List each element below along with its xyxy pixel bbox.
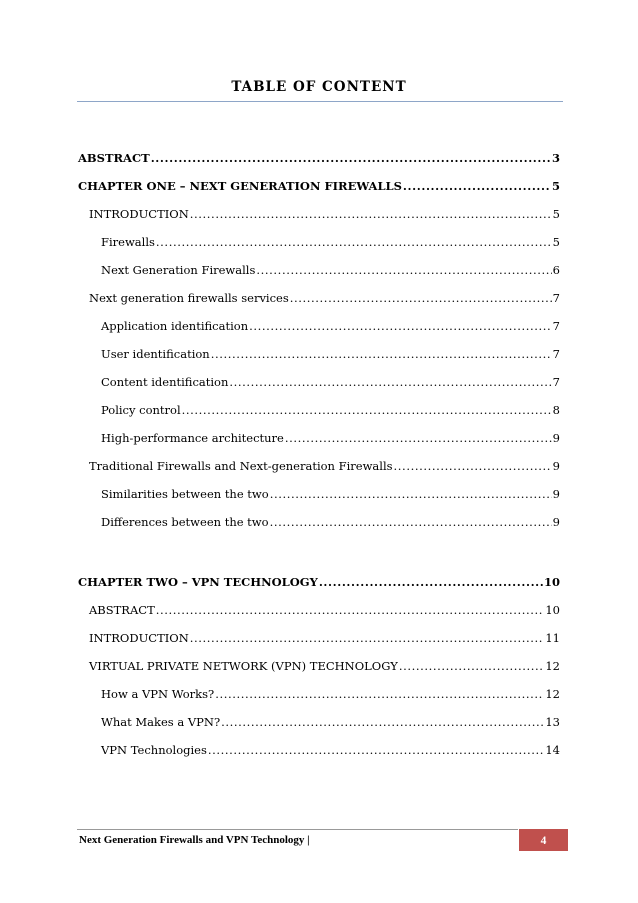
toc-entry[interactable] bbox=[101, 743, 560, 757]
toc-entry[interactable] bbox=[101, 347, 560, 361]
toc-entry-label: Next Generation Firewalls bbox=[101, 263, 256, 277]
toc-leader-dots bbox=[156, 603, 545, 617]
page-title: TABLE OF CONTENT bbox=[231, 79, 407, 95]
toc-leader-dots bbox=[208, 743, 544, 757]
toc-entry-label: User identification bbox=[101, 347, 210, 361]
toc-entry-page: 12 bbox=[545, 659, 560, 673]
footer-title: Next Generation Firewalls and VPN Technology | bbox=[79, 834, 310, 846]
toc-entry[interactable] bbox=[101, 715, 560, 729]
toc-entry-label: Application identification bbox=[101, 319, 249, 333]
toc-entry-page: 3 bbox=[551, 151, 560, 165]
toc-entry-label: How a VPN Works? bbox=[101, 687, 215, 701]
toc-leader-dots bbox=[249, 319, 552, 333]
toc-leader-dots bbox=[215, 687, 544, 701]
toc-leader-dots bbox=[190, 631, 545, 645]
toc-entry[interactable] bbox=[101, 403, 560, 417]
toc-entry[interactable] bbox=[101, 235, 560, 249]
toc-leader-dots bbox=[403, 179, 551, 193]
toc-entry[interactable] bbox=[101, 375, 560, 389]
toc-entry-page: 7 bbox=[552, 375, 560, 389]
toc-entry[interactable] bbox=[78, 151, 560, 165]
toc-entry-label: Content identification bbox=[101, 375, 229, 389]
toc-leader-dots bbox=[290, 291, 552, 305]
toc-entry-page: 12 bbox=[545, 687, 560, 701]
toc-entry[interactable] bbox=[101, 319, 560, 333]
toc-entry[interactable] bbox=[78, 575, 560, 589]
toc-entry[interactable] bbox=[89, 631, 560, 645]
toc-entry[interactable] bbox=[101, 263, 560, 277]
toc-leader-dots bbox=[270, 487, 552, 501]
toc-leader-dots bbox=[394, 459, 552, 473]
toc-entry-label: ABSTRACT bbox=[89, 603, 155, 617]
toc-entry-label: Next generation firewalls services bbox=[89, 291, 289, 305]
toc-entry[interactable] bbox=[101, 687, 560, 701]
toc-entry[interactable] bbox=[78, 179, 560, 193]
toc-leader-dots bbox=[182, 403, 552, 417]
toc-entry[interactable] bbox=[89, 603, 560, 617]
toc-leader-dots bbox=[221, 715, 544, 729]
toc-entry-label: CHAPTER ONE – NEXT GENERATION FIREWALLS bbox=[78, 179, 402, 193]
toc-entry-page: 10 bbox=[545, 603, 560, 617]
title-underline bbox=[77, 101, 563, 102]
toc-entry-page: 6 bbox=[552, 263, 560, 277]
toc-entry-page: 8 bbox=[552, 403, 560, 417]
toc-entry[interactable] bbox=[89, 659, 560, 673]
toc-entry-label: High-performance architecture bbox=[101, 431, 284, 445]
toc-entry[interactable] bbox=[101, 515, 560, 529]
toc-entry-label: Firewalls bbox=[101, 235, 155, 249]
toc-entry-page: 13 bbox=[545, 715, 560, 729]
toc-entry-label: INTRODUCTION bbox=[89, 207, 189, 221]
toc-entry-page: 7 bbox=[552, 319, 560, 333]
toc-entry-page: 11 bbox=[545, 631, 560, 645]
toc-entry[interactable] bbox=[89, 459, 560, 473]
toc-entry-label: Differences between the two bbox=[101, 515, 269, 529]
toc-entry[interactable] bbox=[101, 487, 560, 501]
toc-entry-label: Policy control bbox=[101, 403, 181, 417]
toc-entry-label: VPN Technologies bbox=[101, 743, 207, 757]
toc-leader-dots bbox=[256, 263, 551, 277]
toc-entry[interactable] bbox=[89, 207, 560, 221]
toc-entry-label: Similarities between the two bbox=[101, 487, 269, 501]
toc-entry-label: Traditional Firewalls and Next-generation Firewalls bbox=[89, 459, 393, 473]
toc-entry[interactable] bbox=[89, 291, 560, 305]
toc-leader-dots bbox=[190, 207, 552, 221]
toc-entry-page: 9 bbox=[552, 431, 560, 445]
toc-entry-page: 9 bbox=[552, 459, 560, 473]
toc-entry-label: VIRTUAL PRIVATE NETWORK (VPN) TECHNOLOGY bbox=[89, 659, 398, 673]
toc-entry-page: 5 bbox=[552, 207, 560, 221]
toc-leader-dots bbox=[211, 347, 552, 361]
toc-leader-dots bbox=[151, 151, 551, 165]
toc-entry-page: 7 bbox=[552, 291, 560, 305]
toc-entry-page: 14 bbox=[545, 743, 560, 757]
toc-leader-dots bbox=[156, 235, 552, 249]
toc-entry-label: ABSTRACT bbox=[78, 151, 150, 165]
footer-divider bbox=[77, 829, 519, 830]
toc-leader-dots bbox=[285, 431, 552, 445]
toc-leader-dots bbox=[229, 375, 551, 389]
toc-leader-dots bbox=[270, 515, 552, 529]
toc-entry[interactable] bbox=[101, 431, 560, 445]
toc-leader-dots bbox=[399, 659, 545, 673]
toc-entry-label: What Makes a VPN? bbox=[101, 715, 221, 729]
toc-entry-label: CHAPTER TWO – VPN TECHNOLOGY bbox=[78, 575, 318, 589]
toc-entry-page: 7 bbox=[552, 347, 560, 361]
toc-entry-page: 5 bbox=[552, 235, 560, 249]
toc-entry-label: INTRODUCTION bbox=[89, 631, 189, 645]
toc-leader-dots bbox=[319, 575, 543, 589]
toc-entry-page: 10 bbox=[543, 575, 560, 589]
toc-entry-page: 9 bbox=[552, 515, 560, 529]
footer-page-number: 4 bbox=[518, 829, 568, 851]
toc-entry-page: 9 bbox=[552, 487, 560, 501]
toc-entry-page: 5 bbox=[551, 179, 560, 193]
